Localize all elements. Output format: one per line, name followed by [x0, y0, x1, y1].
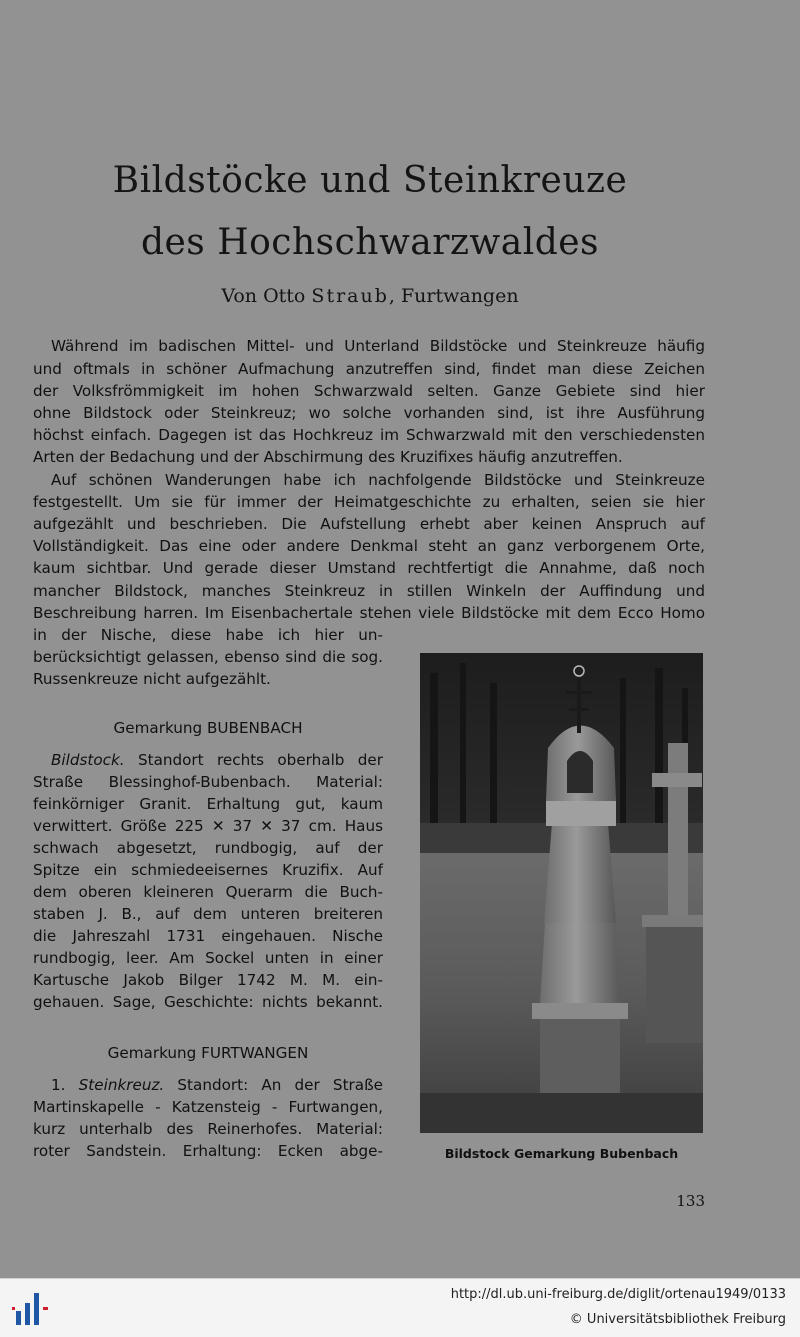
intro-half-line: berücksichtigt gelassen, ebenso sind die sog.: [33, 648, 383, 666]
intro-line: Während im badischen Mittel- und Unterland Bildstöcke und Steinkreuze häufig: [51, 337, 705, 355]
entry-text: Standort rechts oberhalb der: [124, 751, 383, 769]
author-suffix: , Furtwangen: [388, 285, 519, 307]
copyright-notice: © Universitätsbibliothek Freiburg: [569, 1312, 786, 1327]
ub-freiburg-logo-icon: [12, 1289, 52, 1329]
permalink-url[interactable]: http://dl.ub.uni-freiburg.de/diglit/ortenau1949/0133: [450, 1287, 786, 1302]
section1-line: rundbogig, leer. Am Sockel unten in einer: [33, 949, 383, 967]
intro-half-line: in der Nische, diese habe ich hier un-: [33, 626, 383, 644]
section-heading-furtwangen: Gemarkung FURTWANGEN: [107, 1044, 309, 1062]
page-number: 133: [676, 1192, 705, 1210]
intro-half-line: Russenkreuze nicht aufgezählt.: [33, 670, 271, 688]
intro-line: Vollständigkeit. Das eine oder andere Denkmal steht an ganz verborgenem Orte,: [33, 537, 705, 555]
section1-line: Spitze ein schmiedeeisernes Kruzifix. Auf: [33, 861, 383, 879]
section2-line: roter Sandstein. Erhaltung: Ecken abge-: [33, 1142, 383, 1160]
article-title-line-1: Bildstöcke und Steinkreuze: [112, 160, 628, 201]
author-line: [0, 285, 740, 307]
intro-line: aufgezählt und beschrieben. Die Aufstellung erhebt aber keinen Anspruch auf: [33, 515, 705, 533]
author-prefix: Von Otto: [221, 285, 312, 307]
author-name: Straub: [311, 285, 389, 307]
entry-text: Standort: An der Straße: [164, 1076, 383, 1094]
intro-line: Auf schönen Wanderungen habe ich nachfolgende Bildstöcke und Steinkreuze: [51, 471, 705, 489]
article-title-line-2: des Hochschwarzwaldes: [140, 222, 600, 263]
intro-line: festgestellt. Um sie für immer der Heimatgeschichte zu erhalten, seien sie hier: [33, 493, 705, 511]
intro-line: höchst einfach. Dagegen ist das Hochkreuz im Schwarzwald mit den verschiedensten: [33, 426, 705, 444]
section1-line: feinkörniger Granit. Erhaltung gut, kaum: [33, 795, 383, 813]
intro-line: der Volksfrömmigkeit im hohen Schwarzwald selten. Ganze Gebiete sind hier: [33, 382, 705, 400]
section2-line: [33, 1074, 383, 1096]
entry-lead: Bildstock.: [51, 751, 125, 769]
photo-caption: Bildstock Gemarkung Bubenbach: [444, 1146, 679, 1161]
section1-line: dem oberen kleineren Querarm die Buch-: [33, 883, 383, 901]
section1-line: gehauen. Sage, Geschichte: nichts bekannt.: [33, 993, 383, 1011]
section1-line: schwach abgesetzt, rundbogig, auf der: [33, 839, 383, 857]
section-heading-bubenbach: Gemarkung BUBENBACH: [113, 719, 303, 737]
section1-line: Kartusche Jakob Bilger 1742 M. M. ein-: [33, 971, 383, 989]
section1-line: Straße Blessinghof-Bubenbach. Material:: [33, 773, 383, 791]
section2-line: kurz unterhalb des Reinerhofes. Material:: [33, 1120, 383, 1138]
bildstock-photo-illustration: [420, 653, 703, 1133]
intro-line: mancher Bildstock, manches Steinkreuz in stillen Winkeln der Auffindung und: [33, 582, 705, 600]
entry-number: 1.: [51, 1076, 79, 1094]
entry-lead: Steinkreuz.: [78, 1076, 165, 1094]
intro-line: und oftmals in schöner Aufmachung anzutreffen sind, findet man diese Zeichen: [33, 360, 705, 378]
section2-line: Martinskapelle - Katzensteig - Furtwangen,: [33, 1098, 383, 1116]
intro-line: Beschreibung harren. Im Eisenbachertale stehen viele Bildstöcke mit dem Ecco Homo: [33, 604, 705, 622]
section1-line: [33, 749, 383, 771]
intro-line: ohne Bildstock oder Steinkreuz; wo solche vorhanden sind, ist ihre Ausführung: [33, 404, 705, 422]
viewer-footer: [0, 1278, 800, 1337]
section1-line: staben J. B., auf dem unteren breiteren: [33, 905, 383, 923]
bildstock-photo: [420, 653, 703, 1133]
intro-line: Arten der Bedachung und der Abschirmung des Kruzifixes häufig anzutreffen.: [33, 448, 623, 466]
section1-line: verwittert. Größe 225 ✕ 37 ✕ 37 cm. Haus: [33, 817, 383, 835]
intro-line: kaum sichtbar. Und gerade dieser Umstand rechtfertigt die Annahme, daß noch: [33, 559, 705, 577]
section1-line: die Jahreszahl 1731 eingehauen. Nische: [33, 927, 383, 945]
